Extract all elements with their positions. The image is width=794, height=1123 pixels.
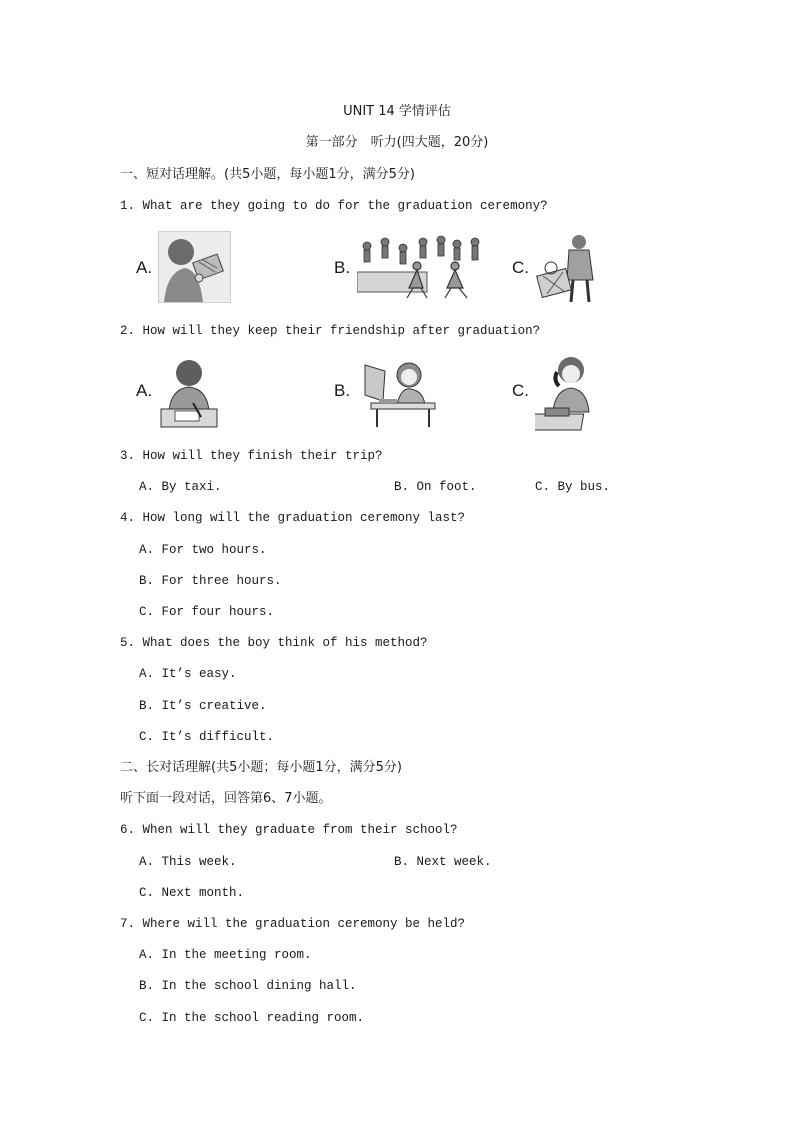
q4-option-c: C. For four hours. — [139, 605, 275, 619]
q1-option-b-label: B. — [334, 258, 351, 277]
q2-option-a-label: A. — [136, 381, 153, 400]
section2-heading: 二、长对话理解(共5小题；每小题1分，满分5分) — [120, 760, 402, 775]
q6-option-b: B. Next week. — [394, 855, 492, 869]
page-title: UNIT 14 学情评估 — [343, 104, 451, 119]
q6-option-c: C. Next month. — [139, 886, 245, 900]
students-dancing-image — [356, 231, 486, 303]
q5-option-a: A. It’s easy. — [139, 667, 237, 681]
q3-stem: 3. How will they finish their trip? — [120, 449, 383, 463]
q3-option-b: B. On foot. — [394, 480, 477, 494]
q4-option-b: B. For three hours. — [139, 574, 282, 588]
q7-option-c: C. In the school reading room. — [139, 1011, 365, 1025]
boy-writing-letter-image — [158, 354, 219, 429]
q2-stem: 2. How will they keep their friendship after graduation? — [120, 324, 541, 338]
q7-option-a: A. In the meeting room. — [139, 948, 312, 962]
q2-option-b-label: B. — [334, 381, 351, 400]
q1-stem: 1. What are they going to do for the graduation ceremony? — [120, 199, 548, 213]
q5-option-c: C. It’s difficult. — [139, 730, 275, 744]
boy-wrapping-gift-image — [534, 231, 599, 303]
q3-option-a: A. By taxi. — [139, 480, 222, 494]
q7-option-b: B. In the school dining hall. — [139, 979, 357, 993]
section2-instruction: 听下面一段对话，回答第6、7小题。 — [120, 791, 332, 806]
boy-writing-card-image — [158, 231, 231, 303]
part-title: 第一部分 听力(四大题，20分) — [305, 135, 489, 150]
q2-option-c-label: C. — [512, 381, 529, 400]
boy-on-telephone-image — [534, 349, 598, 435]
q1-option-c-label: C. — [512, 258, 529, 277]
q3-option-c: C. By bus. — [535, 480, 611, 494]
q5-option-b: B. It’s creative. — [139, 699, 267, 713]
q1-option-a-label: A. — [136, 258, 153, 277]
q5-stem: 5. What does the boy think of his method? — [120, 636, 428, 650]
q6-stem: 6. When will they graduate from their school? — [120, 823, 458, 837]
section1-heading: 一、短对话理解。(共5小题，每小题1分，满分5分) — [120, 167, 415, 182]
girl-using-computer-image — [356, 354, 438, 429]
q4-option-a: A. For two hours. — [139, 543, 267, 557]
q6-option-a: A. This week. — [139, 855, 237, 869]
q4-stem: 4. How long will the graduation ceremony last? — [120, 511, 466, 525]
q7-stem: 7. Where will the graduation ceremony be held? — [120, 917, 466, 931]
